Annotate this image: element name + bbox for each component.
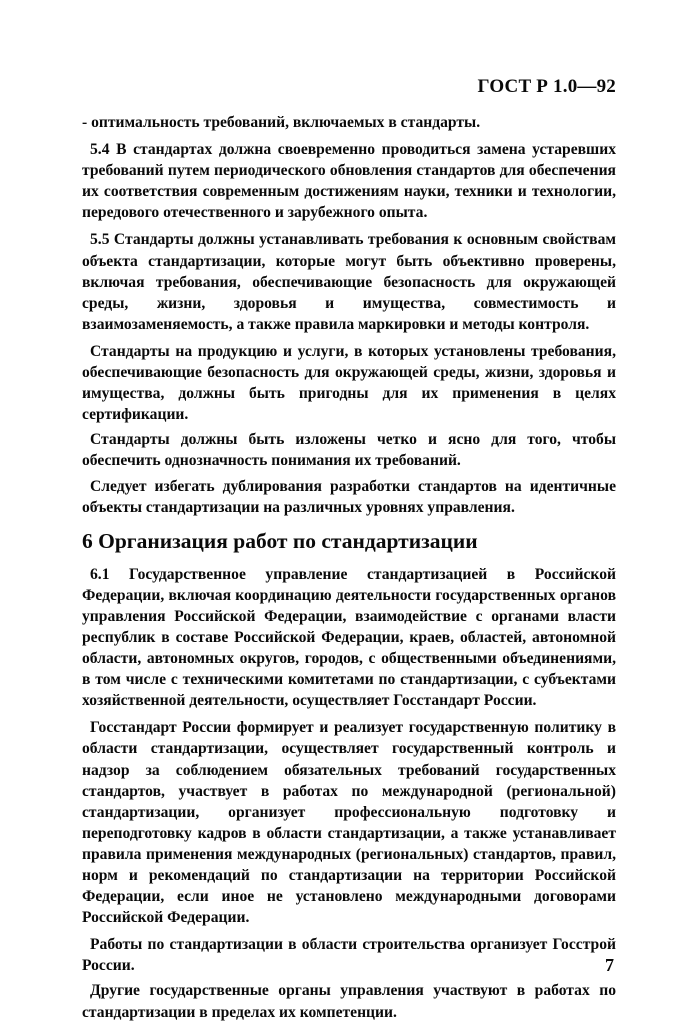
document-header: ГОСТ Р 1.0—92 — [477, 76, 616, 97]
document-body — [82, 112, 616, 1029]
paragraph: Другие государственные органы управления участвуют в работах по стандартизации в пределах их компетенции. — [82, 982, 616, 1021]
paragraph: 5.4 В стандартах должна своевременно проводиться замена устаревших требований путем периодического обновления стандартов для обеспечения их соответствия современным достижениям науки, техники и технологии, передового отечественного и зарубежного опыта. — [82, 141, 616, 222]
paragraph: 5.5 Стандарты должны устанавливать требования к основным свойствам объекта стандартизации, которые могут быть объективно проверены, включая требования, обеспечивающие безопасность для окружающей среды, жизни, здоровья и имущества, совместимость и взаимозаменяемость, а также правила маркировки и методы контроля. — [82, 231, 616, 333]
paragraph: 6.1 Государственное управление стандартизацией в Российской Федерации, включая координацию деятельности государственных органов управления Российской Федерации, взаимодействие с органами власти республик в составе Российской Федерации, краев, областей, автономной области, автономных округов, городов, с общественными объединениями, в том числе с техническими комитетами по стандартизации, с субъектами хозяйственной деятельности, осуществляет Госстандарт России. — [82, 565, 616, 710]
paragraph: Стандарты должны быть изложены четко и ясно для того, чтобы обеспечить однозначность понимания их требований. — [82, 431, 616, 470]
paragraph: Следует избегать дублирования разработки стандартов на идентичные объекты стандартизации на различных уровнях управления. — [82, 477, 616, 516]
page-number: 7 — [605, 955, 614, 975]
section-heading: 6 Организация работ по стандартизации — [82, 528, 478, 553]
paragraph: Работы по стандартизации в области строительства организует Госстрой России. — [82, 936, 616, 975]
paragraph: Стандарты на продукцию и услуги, в которых установлены требования, обеспечивающие безопасность для окружающей среды, жизни, здоровья и имущества, должны быть пригодны для их применения в целях сертификации. — [82, 342, 616, 424]
paragraph: - оптимальность требований, включаемых в стандарты. — [82, 114, 481, 131]
paragraph: Госстандарт России формирует и реализует государственную политику в области стандартизации, осуществляет государственный контроль и надзор за соблюдением обязательных требований государственных стандартов, участвует в работах по международной (региональной) стандартизации, организует профессиональную подготовку и переподготовку кадров в области стандартизации, а также устанавливает правила применения международных (региональных) стандартов, правил, норм и рекомендаций по стандартизации на территории Российской Федерации, если иное не установлено международными договорами Российской Федерации. — [82, 719, 616, 927]
